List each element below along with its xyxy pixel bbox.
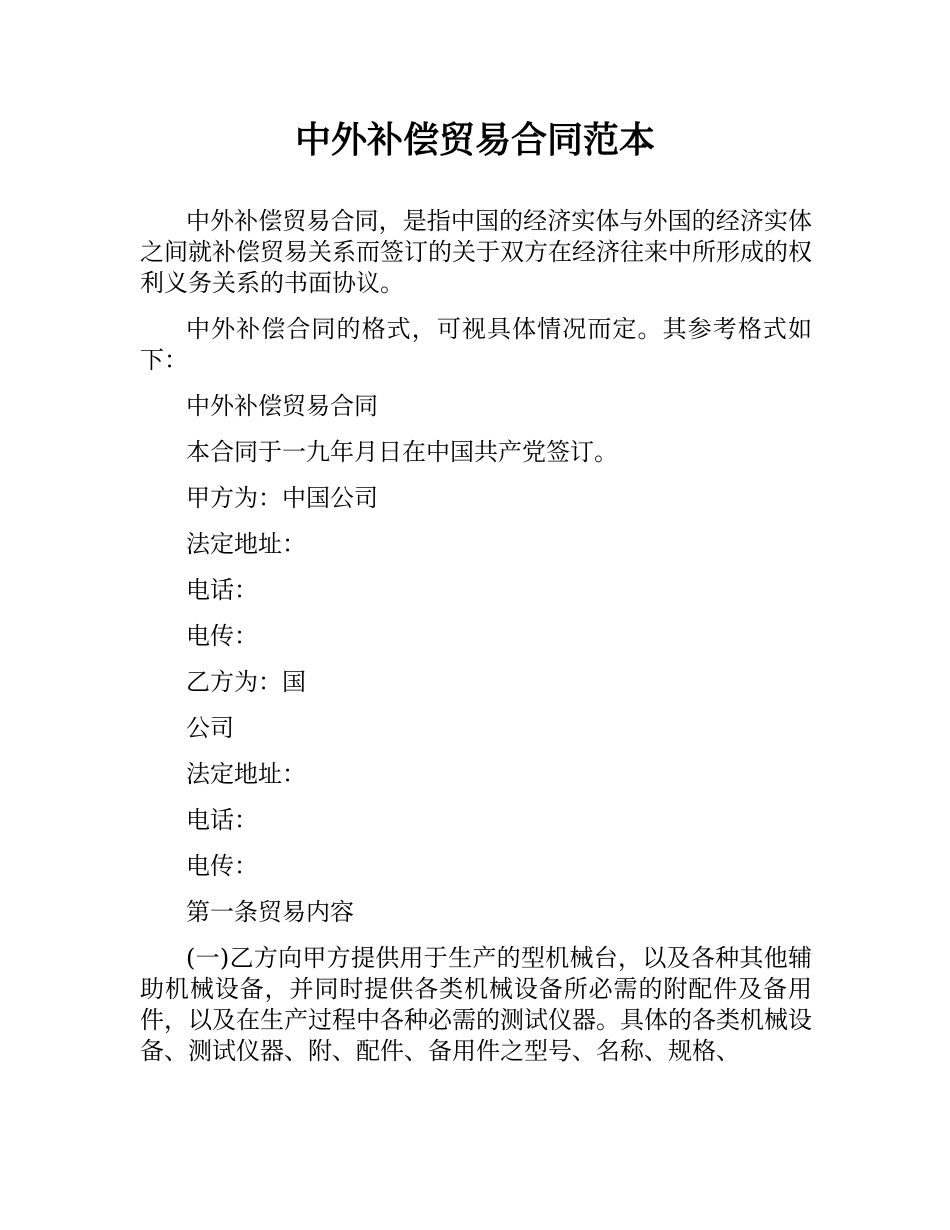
party-a-phone: 电话：: [186, 576, 258, 604]
party-b-company: 公司: [186, 714, 234, 742]
party-a-telex: 电传：: [186, 622, 258, 650]
party-b-name: 乙方为：国: [186, 668, 306, 696]
article-1-clause-1: (一)乙方向甲方提供用于生产的型机械台，以及各种其他辅助机械设备，并同时提供各类机械设备所必需的附配件及备用件，以及在生产过程中各种必需的测试仪器。具体的各类机械设备、测试仪器、附、配件、备用件之型号、名称、规格、: [140, 944, 812, 1065]
contract-signing-line: 本合同于一九年月日在中国共产党签订。: [186, 438, 618, 466]
party-a-address: 法定地址：: [186, 530, 306, 558]
document-body: [140, 206, 812, 1082]
article-1-heading: 第一条贸易内容: [186, 898, 354, 926]
document-title: 中外补偿贸易合同范本: [294, 120, 655, 161]
party-b-address: 法定地址：: [186, 760, 306, 788]
contract-heading: 中外补偿贸易合同: [186, 392, 378, 420]
party-b-phone: 电话：: [186, 806, 258, 834]
party-a-name: 甲方为：中国公司: [186, 484, 378, 512]
paragraph-format-note: 中外补偿合同的格式，可视具体情况而定。其参考格式如下：: [140, 315, 812, 374]
party-b-telex: 电传：: [186, 852, 258, 880]
paragraph-intro: 中外补偿贸易合同，是指中国的经济实体与外国的经济实体之间就补偿贸易关系而签订的关于双方在经济往来中所形成的权利义务关系的书面协议。: [140, 207, 812, 297]
